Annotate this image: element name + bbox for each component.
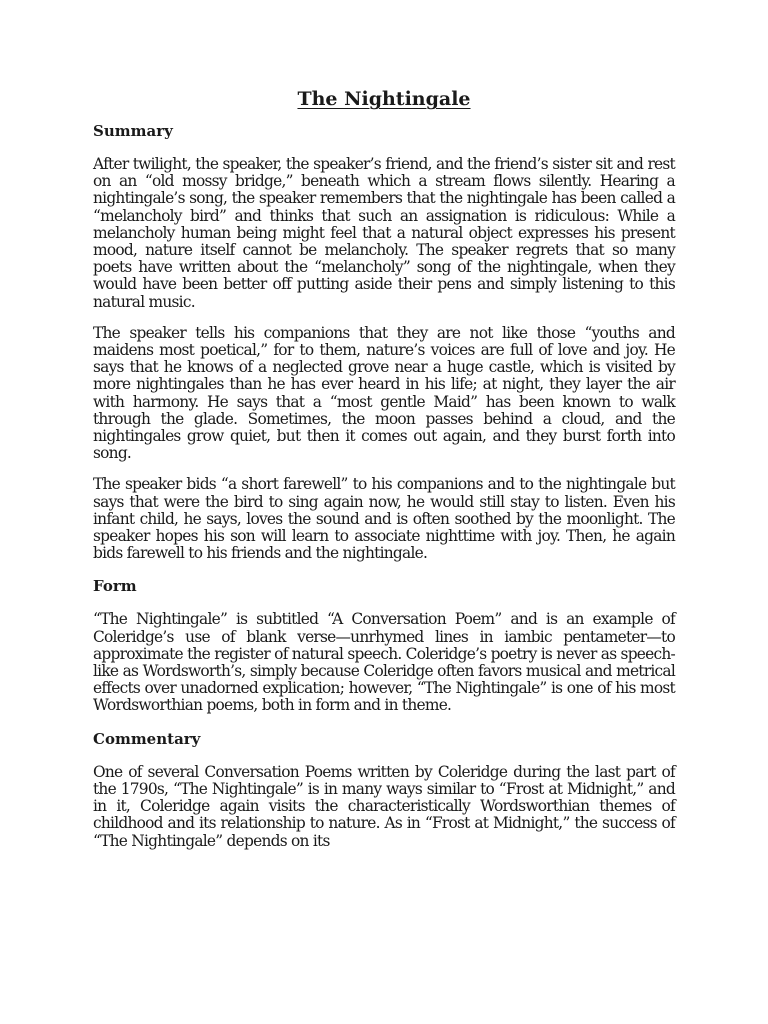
document-title: The Nightingale xyxy=(297,88,471,110)
section-heading-commentary: Commentary xyxy=(93,729,201,748)
commentary-paragraph-1: One of several Conversation Poems written by Coleridge during the last part of the 1790s, “The Nightingale” is in many ways similar to “Frost at Midnight,” and in it, Coleridge again visits the characteristically Wordsworthian themes of childhood and its relationship to nature. As in “Frost at Midnight,” the success of “The Nightingale” depends on its xyxy=(93,762,675,850)
summary-paragraph-2: The speaker tells his companions that they are not like those “youths and maidens most poetical,” for to them, nature’s voices are full of love and joy. He says that he knows of a neglected grove near a huge castle, which is visited by more nightingales than he has ever heard in his life; at night, they layer the air with harmony. He says that a “most gentle Maid” has been known to walk through the glade. Sometimes, the moon passes behind a cloud, and the nightingales grow quiet, but then it comes out again, and they burst forth into song. xyxy=(93,323,675,463)
form-paragraph-1: “The Nightingale” is subtitled “A Conversation Poem” and is an example of Coleridge’s use of blank verse—unrhymed lines in iambic pentameter—to approximate the register of natural speech. Coleridge’s poetry is never as speech-like as Wordsworth’s, simply because Coleridge often favors musical and metrical effects over unadorned explication; however, “The Nightingale” is one of his most Wordsworthian poems, both in form and in theme. xyxy=(93,610,675,715)
section-heading-form: Form xyxy=(93,577,137,596)
document-page xyxy=(93,86,675,864)
summary-paragraph-1: After twilight, the speaker, the speaker’s friend, and the friend’s sister sit and rest on an “old mossy bridge,” beneath which a stream flows silently. Hearing a nightingale’s song, the speaker remembers that the nightingale has been called a “melancholy bird” and thinks that such an assignation is ridiculous: While a melancholy human being might feel that a natural object expresses his present mood, nature itself cannot be melancholy. The speaker regrets that so many poets have written about the “melancholy” song of the nightingale, when they would have been better off putting aside their pens and simply listening to this natural music. xyxy=(93,155,675,311)
section-heading-summary: Summary xyxy=(93,122,173,140)
summary-paragraph-3: The speaker bids “a short farewell” to his companions and to the nightingale but says that were the bird to sing again now, he would still stay to listen. Even his infant child, he says, loves the sound and is often soothed by the moonlight. The speaker hopes his son will learn to associate nighttime with joy. Then, he again bids farewell to his friends and the nightingale. xyxy=(93,475,675,563)
